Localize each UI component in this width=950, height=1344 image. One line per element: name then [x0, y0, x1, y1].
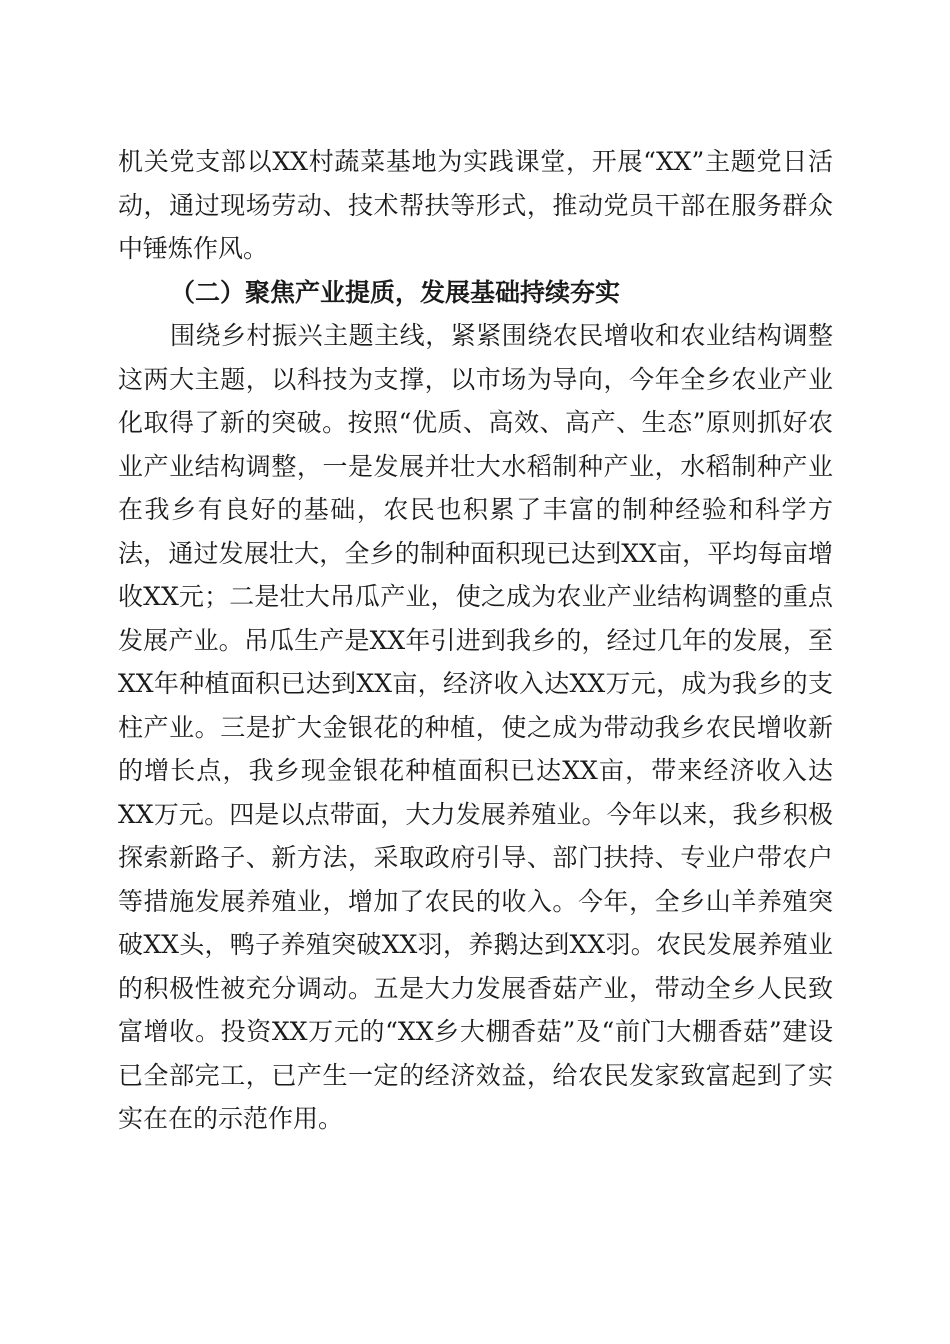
continuation-paragraph: 机关党支部以XX村蔬菜基地为实践课堂，开展“XX”主题党日活动，通过现场劳动、技术帮扶等形式，推动党员干部在服务群众中锤炼作风。 — [118, 147, 833, 263]
document-page — [118, 140, 833, 1141]
section-heading: （二）聚焦产业提质，发展基础持续夯实 — [170, 277, 621, 307]
body-paragraph: 围绕乡村振兴主题主线，紧紧围绕农民增收和农业结构调整这两大主题，以科技为支撑，以市场为导向，今年全乡农业产业化取得了新的突破。按照“优质、高效、高产、生态”原则抓好农业产业结构调整，一是发展并壮大水稻制种产业，水稻制种产业在我乡有良好的基础，农民也积累了丰富的制种经验和科学方法，通过发展壮大，全乡的制种面积现已达到XX亩，平均每亩增收XX元；二是壮大吊瓜产业，使之成为农业产业结构调整的重点发展产业。吊瓜生产是XX年引进到我乡的，经过几年的发展，至XX年种植面积已达到XX亩，经济收入达XX万元，成为我乡的支柱产业。三是扩大金银花的种植，使之成为带动我乡农民增收新的增长点，我乡现金银花种植面积已达XX亩，带来经济收入达XX万元。四是以点带面，大力发展养殖业。今年以来，我乡积极探索新路子、新方法，采取政府引导、部门扶持、专业户带农户等措施发展养殖业，增加了农民的收入。今年，全乡山羊养殖突破XX头，鸭子养殖突破XX羽，养鹅达到XX羽。农民发展养殖业的积极性被充分调动。五是大力发展香菇产业，带动全乡人民致富增收。投资XX万元的“XX乡大棚香菇”及“前门大棚香菇”建设已全部完工，已产生一定的经济效益，给农民发家致富起到了实实在在的示范作用。 — [118, 321, 833, 1133]
